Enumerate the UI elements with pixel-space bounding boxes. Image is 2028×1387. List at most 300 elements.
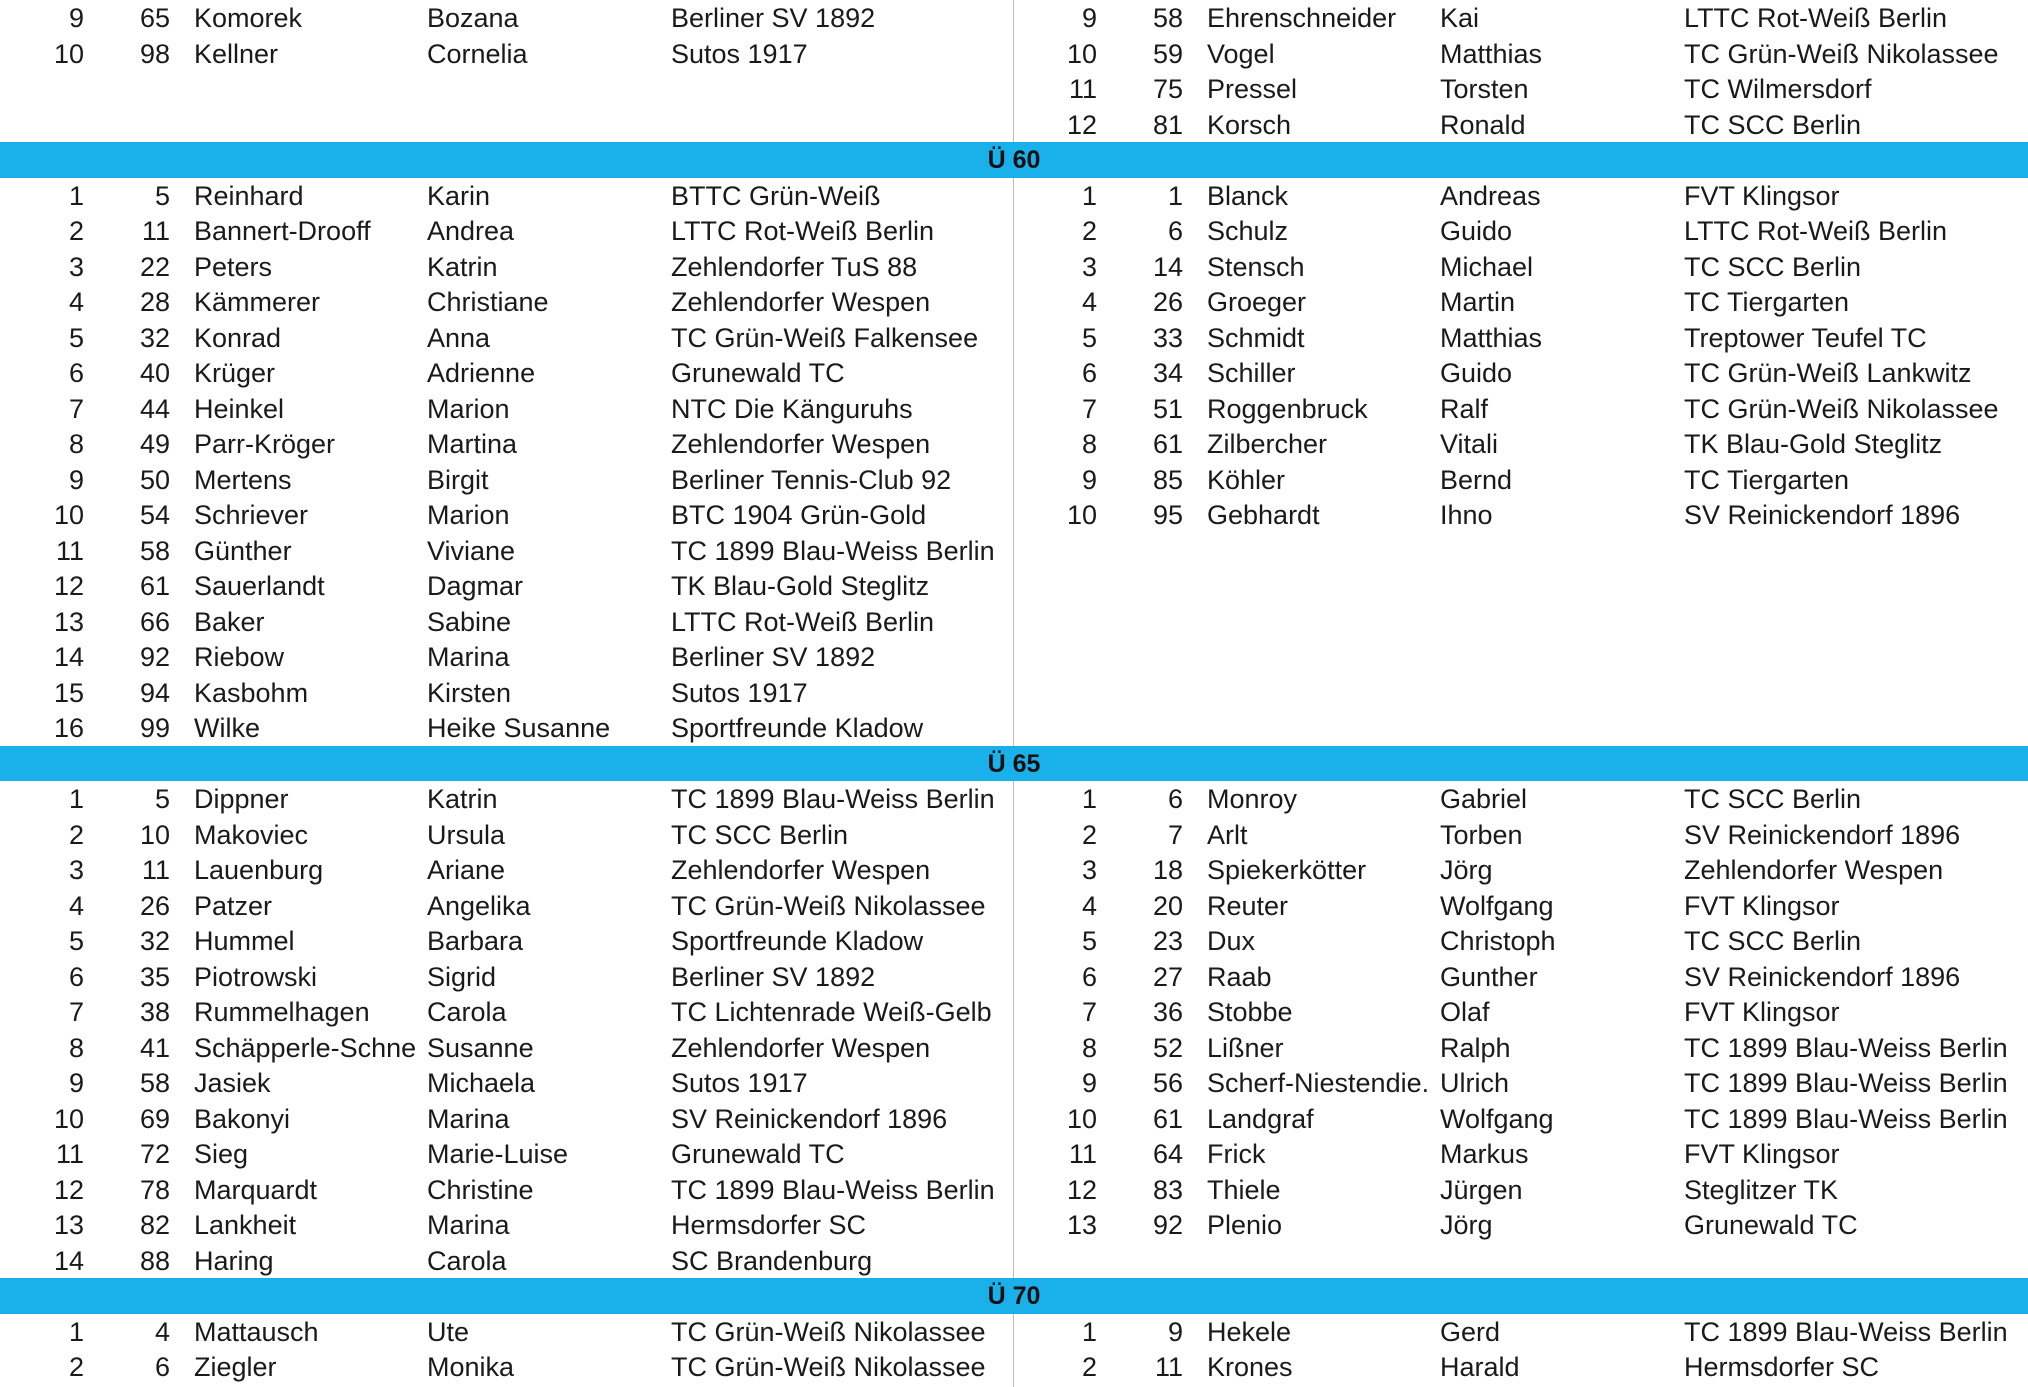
last-name-cell: Thiele xyxy=(1207,1174,1281,1205)
first-name-cell: Heike Susanne xyxy=(427,713,611,743)
last-name-cell: Heinkel xyxy=(194,393,285,424)
club-cell: FVT Klingsor xyxy=(1684,890,1840,921)
men-entry xyxy=(1013,178,2026,214)
women-entry xyxy=(0,852,1013,888)
rank-cell: 3 xyxy=(1081,251,1097,282)
last-name-cell: Schäpperle-Schne xyxy=(194,1032,417,1063)
last-name-cell: Kellner xyxy=(194,38,279,69)
first-name-cell: Ariane xyxy=(427,855,506,885)
club-cell: Sutos 1917 xyxy=(671,38,808,69)
table-row xyxy=(0,213,2028,249)
rank-cell: 8 xyxy=(68,1032,84,1063)
rank-cell: 6 xyxy=(68,358,84,388)
first-name-cell: Carola xyxy=(427,1245,507,1276)
last-name-cell: Dippner xyxy=(194,784,289,814)
men-entry xyxy=(1013,0,2026,36)
number-cell: 83 xyxy=(1152,1174,1183,1205)
men-entry xyxy=(1013,36,2026,72)
first-name-cell: Marina xyxy=(427,1210,510,1240)
table-row xyxy=(0,817,2028,853)
rank-cell: 8 xyxy=(1081,1032,1097,1063)
club-cell: LTTC Rot-Weiß Berlin xyxy=(671,606,935,637)
first-name-cell: Olaf xyxy=(1440,997,1490,1027)
women-entry xyxy=(0,178,1013,214)
club-cell: TC Grün-Weiß Nikolassee xyxy=(671,1352,986,1382)
rank-cell: 9 xyxy=(68,1068,84,1098)
last-name-cell: Spiekerkötter xyxy=(1207,855,1367,885)
rank-cell: 10 xyxy=(1066,500,1097,530)
number-cell: 54 xyxy=(139,500,170,530)
first-name-cell: Wolfgang xyxy=(1440,890,1554,921)
club-cell: TK Blau-Gold Steglitz xyxy=(1684,429,1943,459)
men-entry xyxy=(1013,213,2026,249)
first-name-cell: Bozana xyxy=(427,3,519,33)
table-row xyxy=(0,1030,2028,1066)
last-name-cell: Krones xyxy=(1207,1352,1293,1382)
rank-cell: 7 xyxy=(1081,393,1097,424)
last-name-cell: Landgraf xyxy=(1207,1103,1314,1134)
club-cell: TC 1899 Blau-Weiss Berlin xyxy=(671,1174,995,1205)
number-cell: 11 xyxy=(141,216,170,246)
first-name-cell: Gunther xyxy=(1440,961,1538,992)
last-name-cell: Reuter xyxy=(1207,890,1289,921)
table-row xyxy=(0,604,2028,640)
first-name-cell: Vitali xyxy=(1440,429,1499,459)
number-cell: 33 xyxy=(1152,322,1183,353)
club-cell: SV Reinickendorf 1896 xyxy=(1684,961,1961,992)
number-cell: 69 xyxy=(139,1103,170,1134)
number-cell: 51 xyxy=(1152,393,1183,424)
first-name-cell: Matthias xyxy=(1440,38,1543,69)
first-name-cell: Gerd xyxy=(1440,1316,1501,1347)
number-cell: 18 xyxy=(1152,855,1183,885)
club-cell: LTTC Rot-Weiß Berlin xyxy=(1684,216,1948,246)
last-name-cell: Bannert-Drooff xyxy=(194,216,371,246)
number-cell: 5 xyxy=(154,784,170,814)
rank-cell: 6 xyxy=(1081,961,1097,992)
women-entry xyxy=(0,426,1013,462)
women-entry xyxy=(0,462,1013,498)
last-name-cell: Monroy xyxy=(1207,784,1298,814)
last-name-cell: Schriever xyxy=(194,500,309,530)
men-entry xyxy=(1013,781,2026,817)
first-name-cell: Ute xyxy=(427,1316,470,1347)
last-name-cell: Korsch xyxy=(1207,109,1292,140)
age-group-header: Ü 60 xyxy=(0,142,2028,178)
first-name-cell: Christine xyxy=(427,1174,534,1205)
number-cell: 66 xyxy=(139,606,170,637)
men-entry xyxy=(1013,1207,2026,1243)
last-name-cell: Frick xyxy=(1207,1139,1266,1169)
first-name-cell: Angelika xyxy=(427,890,531,921)
last-name-cell: Rummelhagen xyxy=(194,997,370,1027)
men-entry xyxy=(1013,852,2026,888)
number-cell: 32 xyxy=(139,322,170,353)
last-name-cell: Marquardt xyxy=(194,1174,318,1205)
men-entry xyxy=(1013,320,2026,356)
last-name-cell: Vogel xyxy=(1207,38,1275,69)
club-cell: FVT Klingsor xyxy=(1684,1139,1840,1169)
table-row xyxy=(0,1314,2028,1350)
club-cell: TC Grün-Weiß Nikolassee xyxy=(1684,38,1999,69)
last-name-cell: Stensch xyxy=(1207,251,1305,282)
women-entry xyxy=(0,781,1013,817)
club-cell: Hermsdorfer SC xyxy=(671,1210,867,1240)
rank-cell: 13 xyxy=(53,1210,84,1240)
number-cell: 72 xyxy=(139,1139,170,1169)
last-name-cell: Blanck xyxy=(1207,180,1289,211)
women-entry xyxy=(0,213,1013,249)
women-entry xyxy=(0,1101,1013,1137)
club-cell: BTTC Grün-Weiß xyxy=(671,180,881,211)
rank-cell: 9 xyxy=(68,3,84,33)
club-cell: Sportfreunde Kladow xyxy=(671,713,924,743)
club-cell: NTC Die Känguruhs xyxy=(671,393,913,424)
number-cell: 34 xyxy=(1152,358,1183,388)
rank-cell: 15 xyxy=(53,677,84,708)
club-cell: Zehlendorfer Wespen xyxy=(671,287,931,317)
club-cell: Zehlendorfer Wespen xyxy=(1684,855,1944,885)
women-entry xyxy=(0,639,1013,675)
club-cell: FVT Klingsor xyxy=(1684,997,1840,1027)
men-entry xyxy=(1013,355,2026,391)
club-cell: TC SCC Berlin xyxy=(671,819,849,850)
men-entry xyxy=(1013,107,2026,143)
club-cell: Sutos 1917 xyxy=(671,1068,808,1098)
club-cell: TC SCC Berlin xyxy=(1684,109,1862,140)
last-name-cell: Mattausch xyxy=(194,1316,319,1347)
club-cell: TC 1899 Blau-Weiss Berlin xyxy=(671,535,995,566)
rank-cell: 2 xyxy=(1081,216,1097,246)
rank-cell: 1 xyxy=(68,180,84,211)
last-name-cell: Hekele xyxy=(1207,1316,1292,1347)
first-name-cell: Matthias xyxy=(1440,322,1543,353)
women-entry xyxy=(0,1207,1013,1243)
first-name-cell: Kai xyxy=(1440,3,1480,33)
rank-cell: 2 xyxy=(68,819,84,850)
last-name-cell: Günther xyxy=(194,535,292,566)
number-cell: 11 xyxy=(141,855,170,885)
club-cell: TC 1899 Blau-Weiss Berlin xyxy=(1684,1032,2008,1063)
rank-cell: 2 xyxy=(1081,819,1097,850)
last-name-cell: Hummel xyxy=(194,926,295,956)
last-name-cell: Jasiek xyxy=(194,1068,271,1098)
men-entry xyxy=(1013,1172,2026,1208)
women-entry xyxy=(0,675,1013,711)
rank-cell: 1 xyxy=(1081,784,1097,814)
men-entry xyxy=(1013,1065,2026,1101)
first-name-cell: Guido xyxy=(1440,216,1513,246)
women-entry xyxy=(0,36,1013,72)
women-entry xyxy=(0,0,1013,36)
number-cell: 49 xyxy=(139,429,170,459)
club-cell: TC Grün-Weiß Lankwitz xyxy=(1684,358,1972,388)
rank-cell: 10 xyxy=(53,38,84,69)
table-row xyxy=(0,710,2028,746)
number-cell: 20 xyxy=(1152,890,1183,921)
men-entry xyxy=(1013,71,2026,107)
number-cell: 35 xyxy=(139,961,170,992)
first-name-cell: Michael xyxy=(1440,251,1534,282)
rank-cell: 16 xyxy=(53,713,84,743)
rank-cell: 3 xyxy=(68,251,84,282)
table-row xyxy=(0,355,2028,391)
women-entry xyxy=(0,284,1013,320)
table-row xyxy=(0,1065,2028,1101)
rank-cell: 9 xyxy=(1081,1068,1097,1098)
first-name-cell: Markus xyxy=(1440,1139,1529,1169)
number-cell: 75 xyxy=(1152,74,1183,104)
age-group-header: Ü 70 xyxy=(0,1278,2028,1314)
table-row xyxy=(0,391,2028,427)
number-cell: 81 xyxy=(1152,109,1183,140)
women-entry xyxy=(0,994,1013,1030)
first-name-cell: Harald xyxy=(1440,1352,1520,1382)
men-entry xyxy=(1013,1314,2026,1350)
last-name-cell: Lauenburg xyxy=(194,855,324,885)
club-cell: SV Reinickendorf 1896 xyxy=(1684,819,1961,850)
table-row xyxy=(0,639,2028,675)
rank-cell: 14 xyxy=(53,1245,84,1276)
men-entry xyxy=(1013,1349,2026,1385)
first-name-cell: Katrin xyxy=(427,251,498,282)
first-name-cell: Ralph xyxy=(1440,1032,1511,1063)
number-cell: 44 xyxy=(139,393,170,424)
club-cell: Zehlendorfer Wespen xyxy=(671,855,931,885)
first-name-cell: Ihno xyxy=(1440,500,1493,530)
table-row xyxy=(0,284,2028,320)
club-cell: TC 1899 Blau-Weiss Berlin xyxy=(1684,1316,2008,1347)
rank-cell: 12 xyxy=(53,571,84,601)
club-cell: Sutos 1917 xyxy=(671,677,808,708)
last-name-cell: Stobbe xyxy=(1207,997,1293,1027)
number-cell: 94 xyxy=(139,677,170,708)
rank-cell: 13 xyxy=(1066,1210,1097,1240)
number-cell: 10 xyxy=(139,819,170,850)
last-name-cell: Gebhardt xyxy=(1207,500,1320,530)
first-name-cell: Marina xyxy=(427,1103,510,1134)
first-name-cell: Dagmar xyxy=(427,571,524,601)
last-name-cell: Schmidt xyxy=(1207,322,1305,353)
number-cell: 23 xyxy=(1152,926,1183,956)
table-row xyxy=(0,675,2028,711)
number-cell: 11 xyxy=(1154,1352,1183,1382)
first-name-cell: Jörg xyxy=(1440,855,1493,885)
women-entry xyxy=(0,1136,1013,1172)
club-cell: Hermsdorfer SC xyxy=(1684,1352,1880,1382)
women-entry xyxy=(0,604,1013,640)
table-row xyxy=(0,888,2028,924)
number-cell: 61 xyxy=(1152,1103,1183,1134)
number-cell: 98 xyxy=(139,38,170,69)
club-cell: TC 1899 Blau-Weiss Berlin xyxy=(671,784,995,814)
club-cell: TC Grün-Weiß Nikolassee xyxy=(671,890,986,921)
last-name-cell: Kämmerer xyxy=(194,287,321,317)
number-cell: 32 xyxy=(139,926,170,956)
last-name-cell: Sieg xyxy=(194,1139,249,1169)
age-group-header: Ü 65 xyxy=(0,746,2028,782)
last-name-cell: Mertens xyxy=(194,464,292,495)
table-row xyxy=(0,533,2028,569)
rank-cell: 11 xyxy=(1068,1139,1097,1169)
rank-cell: 12 xyxy=(1066,109,1097,140)
first-name-cell: Christoph xyxy=(1440,926,1556,956)
number-cell: 58 xyxy=(139,535,170,566)
number-cell: 7 xyxy=(1167,819,1183,850)
last-name-cell: Schulz xyxy=(1207,216,1289,246)
rank-cell: 13 xyxy=(53,606,84,637)
first-name-cell: Katrin xyxy=(427,784,498,814)
club-cell: TC SCC Berlin xyxy=(1684,926,1862,956)
number-cell: 38 xyxy=(139,997,170,1027)
first-name-cell: Martina xyxy=(427,429,518,459)
men-entry xyxy=(1013,959,2026,995)
club-cell: Steglitzer TK xyxy=(1684,1174,1839,1205)
first-name-cell: Barbara xyxy=(427,926,524,956)
table-row xyxy=(0,178,2028,214)
first-name-cell: Birgit xyxy=(427,464,489,495)
table-row xyxy=(0,1207,2028,1243)
rank-cell: 1 xyxy=(1081,1316,1097,1347)
first-name-cell: Ulrich xyxy=(1440,1068,1510,1098)
rank-cell: 1 xyxy=(1081,180,1097,211)
rank-cell: 5 xyxy=(1081,926,1097,956)
rank-cell: 14 xyxy=(53,642,84,672)
first-name-cell: Wolfgang xyxy=(1440,1103,1554,1134)
table-row xyxy=(0,0,2028,36)
number-cell: 82 xyxy=(139,1210,170,1240)
number-cell: 6 xyxy=(1167,784,1183,814)
table-row xyxy=(0,781,2028,817)
club-cell: Sportfreunde Kladow xyxy=(671,926,924,956)
last-name-cell: Riebow xyxy=(194,642,285,672)
rank-cell: 2 xyxy=(68,1352,84,1382)
first-name-cell: Carola xyxy=(427,997,507,1027)
women-entry xyxy=(0,355,1013,391)
number-cell: 26 xyxy=(1152,287,1183,317)
men-entry xyxy=(1013,426,2026,462)
first-name-cell: Marie-Luise xyxy=(427,1139,569,1169)
number-cell: 9 xyxy=(1167,1316,1183,1347)
first-name-cell: Michaela xyxy=(427,1068,536,1098)
rank-cell: 2 xyxy=(1081,1352,1097,1382)
last-name-cell: Arlt xyxy=(1207,819,1248,850)
club-cell: Treptower Teufel TC xyxy=(1684,322,1927,353)
club-cell: SV Reinickendorf 1896 xyxy=(671,1103,948,1134)
number-cell: 99 xyxy=(139,713,170,743)
number-cell: 40 xyxy=(139,358,170,388)
last-name-cell: Sauerlandt xyxy=(194,571,325,601)
men-entry xyxy=(1013,994,2026,1030)
women-entry xyxy=(0,1030,1013,1066)
table-row xyxy=(0,994,2028,1030)
last-name-cell: Köhler xyxy=(1207,464,1286,495)
club-cell: Zehlendorfer Wespen xyxy=(671,1032,931,1063)
women-entry xyxy=(0,1349,1013,1385)
rank-cell: 10 xyxy=(53,500,84,530)
number-cell: 14 xyxy=(1152,251,1183,282)
number-cell: 4 xyxy=(154,1316,170,1347)
last-name-cell: Kasbohm xyxy=(194,677,309,708)
first-name-cell: Jörg xyxy=(1440,1210,1493,1240)
rank-cell: 3 xyxy=(1081,855,1097,885)
rank-cell: 9 xyxy=(68,464,84,495)
club-cell: TC Grün-Weiß Nikolassee xyxy=(671,1316,986,1347)
table-row xyxy=(0,1243,2028,1279)
number-cell: 26 xyxy=(139,890,170,921)
rank-cell: 7 xyxy=(68,997,84,1027)
rank-cell: 11 xyxy=(55,1139,84,1169)
women-entry xyxy=(0,923,1013,959)
women-entry xyxy=(0,1314,1013,1350)
club-cell: TC 1899 Blau-Weiss Berlin xyxy=(1684,1103,2008,1134)
rank-cell: 3 xyxy=(68,855,84,885)
club-cell: Zehlendorfer TuS 88 xyxy=(671,251,918,282)
last-name-cell: Patzer xyxy=(194,890,273,921)
men-entry xyxy=(1013,923,2026,959)
club-cell: Berliner SV 1892 xyxy=(671,3,876,33)
rank-cell: 4 xyxy=(68,890,84,921)
last-name-cell: Krüger xyxy=(194,358,276,388)
club-cell: TC Grün-Weiß Nikolassee xyxy=(1684,393,1999,424)
first-name-cell: Sabine xyxy=(427,606,512,637)
table-row xyxy=(0,1136,2028,1172)
rank-cell: 8 xyxy=(1081,429,1097,459)
women-entry xyxy=(0,817,1013,853)
last-name-cell: Ehrenschneider xyxy=(1207,3,1397,33)
table-row xyxy=(0,249,2028,285)
club-cell: TC SCC Berlin xyxy=(1684,784,1862,814)
first-name-cell: Christiane xyxy=(427,287,549,317)
number-cell: 6 xyxy=(1167,216,1183,246)
women-entry xyxy=(0,1172,1013,1208)
club-cell: TC Lichtenrade Weiß-Gelb xyxy=(671,997,992,1027)
rank-cell: 5 xyxy=(1081,322,1097,353)
first-name-cell: Sigrid xyxy=(427,961,497,992)
number-cell: 52 xyxy=(1152,1032,1183,1063)
rank-cell: 1 xyxy=(68,784,84,814)
last-name-cell: Pressel xyxy=(1207,74,1298,104)
number-cell: 92 xyxy=(139,642,170,672)
club-cell: Zehlendorfer Wespen xyxy=(671,429,931,459)
last-name-cell: Dux xyxy=(1207,926,1256,956)
table-row xyxy=(0,107,2028,143)
number-cell: 1 xyxy=(1167,180,1183,211)
table-row xyxy=(0,497,2028,533)
number-cell: 41 xyxy=(139,1032,170,1063)
last-name-cell: Plenio xyxy=(1207,1210,1283,1240)
rank-cell: 7 xyxy=(68,393,84,424)
last-name-cell: Reinhard xyxy=(194,180,304,211)
women-entry xyxy=(0,1065,1013,1101)
men-entry xyxy=(1013,888,2026,924)
rank-cell: 5 xyxy=(68,322,84,353)
number-cell: 58 xyxy=(1152,3,1183,33)
club-cell: FVT Klingsor xyxy=(1684,180,1840,211)
rank-cell: 6 xyxy=(68,961,84,992)
last-name-cell: Wilke xyxy=(194,713,260,743)
last-name-cell: Schiller xyxy=(1207,358,1296,388)
men-entry xyxy=(1013,817,2026,853)
table-row xyxy=(0,568,2028,604)
first-name-cell: Cornelia xyxy=(427,38,528,69)
men-entry xyxy=(1013,249,2026,285)
rank-cell: 6 xyxy=(1081,358,1097,388)
number-cell: 92 xyxy=(1152,1210,1183,1240)
men-entry xyxy=(1013,1030,2026,1066)
number-cell: 6 xyxy=(154,1352,170,1382)
first-name-cell: Marion xyxy=(427,500,510,530)
